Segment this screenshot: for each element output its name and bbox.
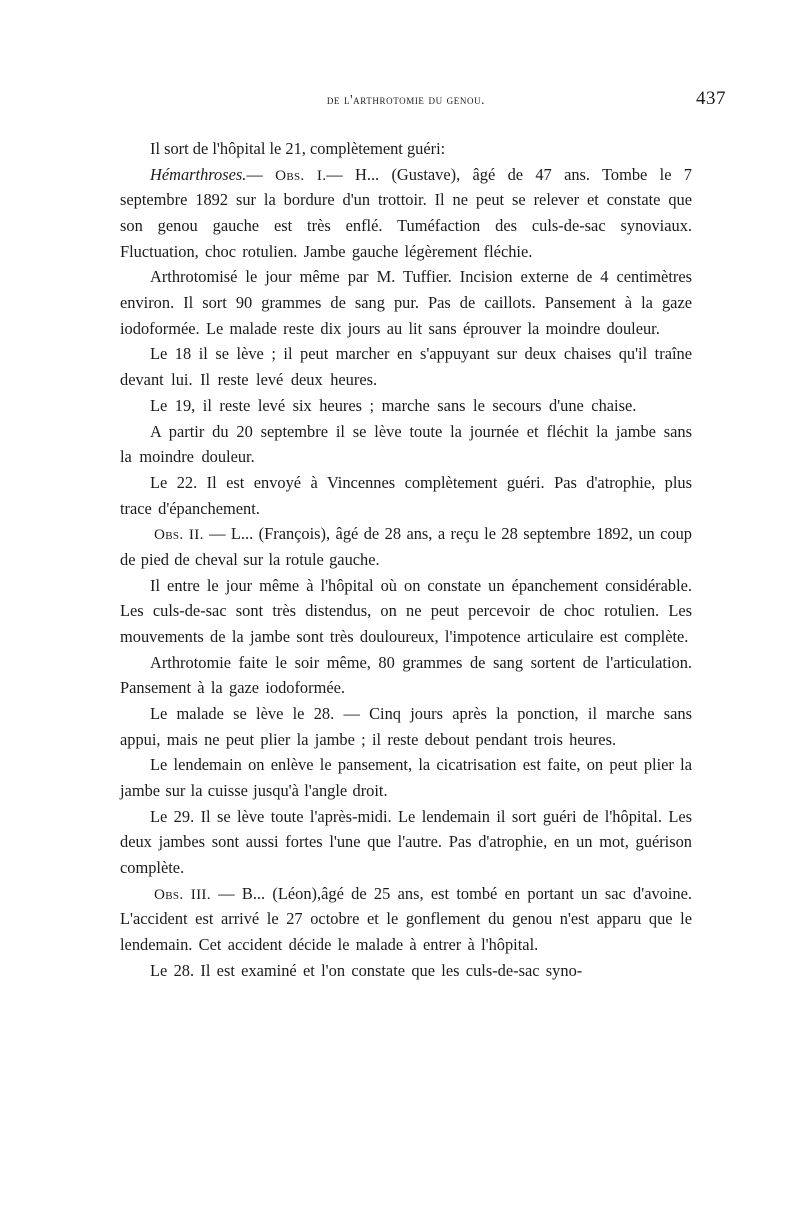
paragraph-text: Le 22. Il est envoyé à Vincennes complètement guéri. Pas d'atrophie, plus trace d'épanchement. bbox=[120, 472, 692, 518]
paragraph bbox=[120, 804, 692, 881]
body-text bbox=[120, 136, 692, 984]
observation-label: Obs. II. bbox=[154, 526, 204, 544]
paragraph-obs-ii bbox=[120, 521, 692, 572]
paragraph bbox=[120, 419, 692, 470]
running-head-title: de l'arthrotomie du genou. bbox=[326, 92, 486, 107]
observation-label: Obs. I. bbox=[275, 166, 327, 184]
paragraph-text: Le lendemain on enlève le pansement, la cicatrisation est faite, on peut plier la jambe sur la cuisse jusqu'à l'angle droit. bbox=[120, 755, 692, 801]
paragraph-obs-iii bbox=[120, 881, 692, 958]
paragraph-text: — L... (François), âgé de 28 ans, a reçu le 28 septembre 1892, un coup de pied de cheval sur la rotule gauche. bbox=[120, 524, 693, 569]
run-in-dash: — bbox=[246, 164, 276, 184]
paragraph-text: Le 29. Il se lève toute l'après-midi. Le lendemain il sort guéri de l'hôpital. Les deux jambes sont aussi fortes l'une que l'autre. Pas d'atrophie, en un mot, guérison complète. bbox=[120, 806, 692, 878]
paragraph-text: Le 28. Il est examiné et l'on constate que les culs-de-sac syno- bbox=[150, 960, 583, 980]
paragraph bbox=[120, 958, 692, 984]
paragraph-text: Le 18 il se lève ; il peut marcher en s'appuyant sur deux chaises qu'il traîne devant lui. Il reste levé deux heures. bbox=[120, 344, 692, 390]
paragraph bbox=[120, 650, 692, 701]
paragraph bbox=[120, 393, 692, 419]
paragraph bbox=[120, 752, 692, 803]
run-in-italic-heading: Hémarthroses. bbox=[150, 164, 247, 184]
paragraph-text: Arthrotomisé le jour même par M. Tuffier. Incision externe de 4 centimètres environ. Il sort 90 grammes de sang pur. Pas de caillots. Pansement à la gaze iodoformée. Le malade reste dix jours au lit sans éprouver la moindre douleur. bbox=[120, 267, 692, 338]
paragraph bbox=[120, 341, 692, 392]
paragraph bbox=[120, 264, 692, 341]
paragraph-text: Arthrotomie faite le soir même, 80 grammes de sang sortent de l'articulation. Pansement à la gaze iodoformée. bbox=[120, 652, 692, 698]
paragraph-hemarthroses bbox=[120, 162, 692, 265]
paragraph-text: Le 19, il reste levé six heures ; marche sans le secours d'une chaise. bbox=[150, 395, 637, 415]
observation-label: Obs. III. bbox=[154, 885, 211, 903]
paragraph-text: — B... (Léon),âgé de 25 ans, est tombé en portant un sac d'avoine. L'accident est arrivé le 27 octobre et le gonflement du genou n'est apparu que le lendemain. Cet accident décide le malade à entrer à l'hôpital. bbox=[120, 883, 692, 955]
paragraph bbox=[120, 573, 692, 650]
paragraph-text: — H... (Gustave), âgé de 47 ans. Tombe le 7 septembre 1892 sur la bordure d'un trottoir. Il ne peut se relever et constate que son genou gauche est très enflé. Tuméfaction des culs-de-sac synoviaux. Fluctuation, choc rotulien. Jambe gauche légèrement fléchie. bbox=[120, 164, 692, 261]
page-number: 437 bbox=[696, 88, 726, 109]
running-head bbox=[120, 88, 726, 122]
paragraph bbox=[120, 701, 692, 752]
paragraph-text: A partir du 20 septembre il se lève toute la journée et fléchit la jambe sans la moindre douleur. bbox=[120, 421, 692, 467]
paragraph bbox=[120, 136, 692, 162]
paragraph-text: Le malade se lève le 28. — Cinq jours après la ponction, il marche sans appui, mais ne peut plier la jambe ; il reste debout pendant trois heures. bbox=[120, 704, 692, 749]
paragraph bbox=[120, 470, 692, 521]
paragraph-text: Il sort de l'hôpital le 21, complètement guéri: bbox=[150, 139, 446, 158]
paragraph-text: Il entre le jour même à l'hôpital où on constate un épanchement considérable. Les culs-de-sac sont très distendus, on ne peut percevoir de choc rotulien. Les mouvements de la jambe sont très douloureux, l'impotence articulaire est complète. bbox=[120, 575, 692, 646]
